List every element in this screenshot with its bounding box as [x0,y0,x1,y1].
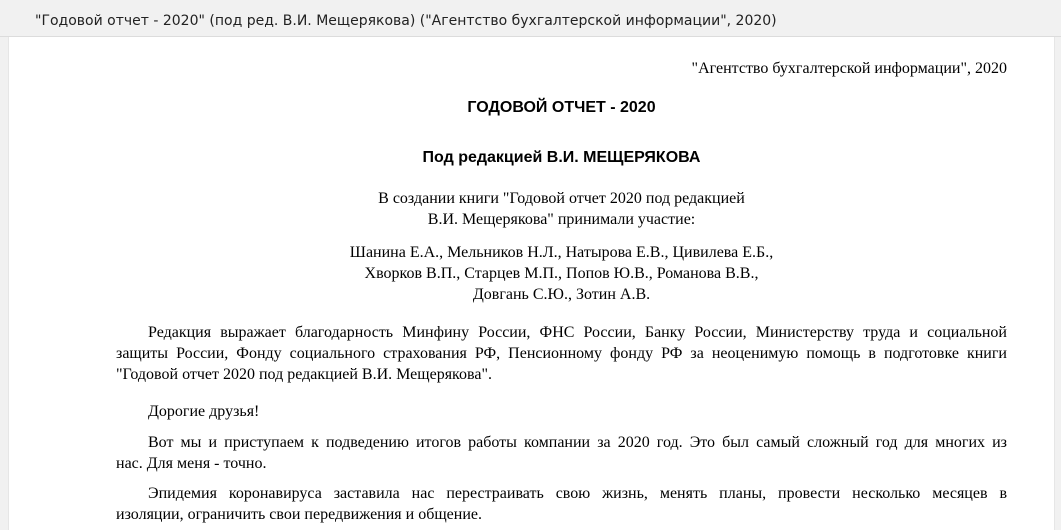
greeting: Дорогие друзья! [148,403,260,420]
paragraph-line: Редакция выражает благодарность Минфину России, ФНС России, Банку России, Министерству труда и социальной [148,324,1007,341]
paragraph-line: изоляции, ограничить свои передвижения и общение. [116,506,482,523]
paragraph-results [116,432,1007,474]
participants-line: Шанина Е.А., Мельников Н.Л., Натырова Е.В., Цивилева Е.Б., [349,244,774,261]
paragraph-line: Эпидемия коронавируса заставила нас перестраивать свою жизнь, менять планы, провести несколько месяцев в [148,485,1007,502]
publisher-line: "Агентство бухгалтерской информации", 2020 [691,60,1007,77]
participants-line: Хворков В.П., Старцев М.П., Попов Ю.В., Романова В.В., [364,265,759,282]
document-title: ГОДОВОЙ ОТЧЕТ - 2020 [467,99,656,116]
paragraph-line: Вот мы и приступаем к подведению итогов работы компании за 2020 год. Это был самый сложный год для многих из [148,434,1007,451]
acknowledgement-paragraph [116,322,1007,385]
document-page[interactable] [8,37,1055,530]
participants-list [116,242,1007,305]
window-title-bar [0,0,1061,37]
paragraph-line: "Годовой отчет 2020 под редакцией В.И. Мещерякова". [116,366,492,383]
window-title: "Годовой отчет - 2020" (под ред. В.И. Мещерякова) ("Агентство бухгалтерской информации", 2020) [35,13,777,29]
participants-intro [116,188,1007,230]
participants-intro-line: В.И. Мещерякова" принимали участие: [427,211,696,228]
participants-intro-line: В создании книги "Годовой отчет 2020 под редакцией [378,190,745,207]
paragraph-line: защиты России, Фонду социального страхования РФ, Пенсионному фонду РФ за неоценимую помощь в подготовке книги [116,345,1007,362]
participants-line: Довгань С.Ю., Зотин А.В. [472,286,651,303]
editor-heading: Под редакцией В.И. МЕЩЕРЯКОВА [422,149,701,166]
paragraph-pandemic [116,483,1007,525]
paragraph-line: нас. Для меня - точно. [116,455,267,472]
